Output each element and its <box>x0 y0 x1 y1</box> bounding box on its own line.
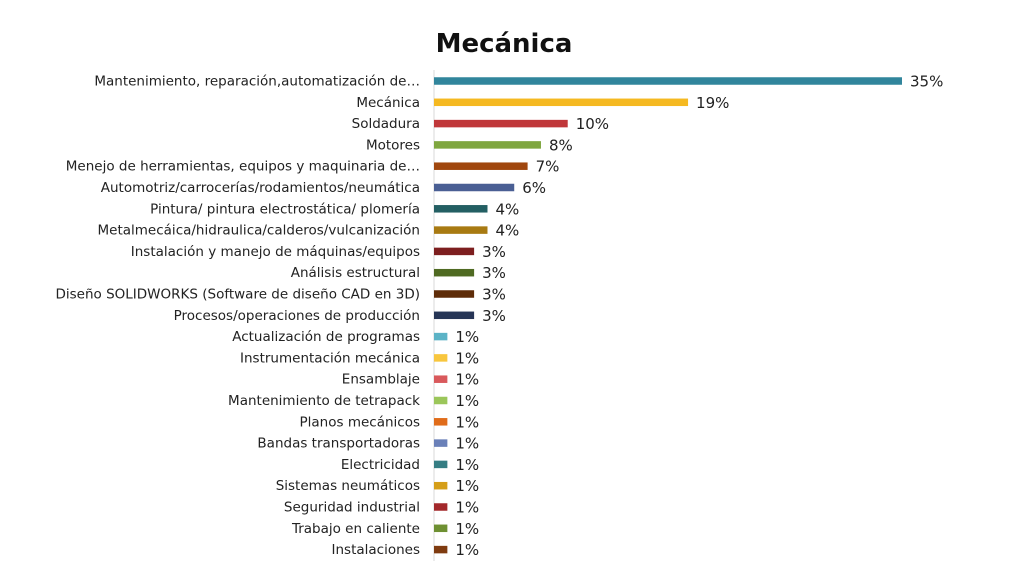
data-label: 1% <box>455 477 480 496</box>
data-label: 1% <box>455 498 480 517</box>
data-label: 1% <box>455 349 480 368</box>
bar <box>434 184 514 192</box>
category-label: Bandas transportadoras <box>257 435 420 452</box>
category-label: Sistemas neumáticos <box>275 478 420 495</box>
data-label: 3% <box>482 285 506 304</box>
data-label: 1% <box>455 370 480 389</box>
data-label: 4% <box>495 221 520 240</box>
data-label: 19% <box>696 93 730 112</box>
bar <box>434 375 447 383</box>
bar <box>434 461 447 469</box>
category-label: Automotriz/carrocerías/rodamientos/neumática <box>100 180 420 196</box>
bar <box>434 397 447 405</box>
bar <box>434 99 688 107</box>
bar <box>434 205 487 213</box>
bar <box>434 418 447 426</box>
bar <box>434 439 447 447</box>
category-label: Pintura/ pintura electrostática/ plomería <box>150 201 420 218</box>
data-label: 1% <box>455 541 480 560</box>
category-label: Instalación y manejo de máquinas/equipos <box>130 243 420 260</box>
category-label: Menejo de herramientas, equipos y maquinaria de… <box>65 158 420 175</box>
category-label: Planos mecánicos <box>299 414 420 431</box>
data-label: 10% <box>575 115 610 134</box>
category-label: Motores <box>365 137 420 154</box>
bar <box>434 354 447 362</box>
data-label: 3% <box>482 242 506 261</box>
category-label: Metalmecáica/hidraulica/calderos/vulcanización <box>97 222 420 239</box>
data-label: 7% <box>535 157 560 176</box>
data-label: 1% <box>455 519 480 538</box>
data-label: 1% <box>455 455 480 474</box>
category-label: Mantenimiento de tetrapack <box>228 393 420 409</box>
bar <box>434 162 528 170</box>
bar <box>434 248 474 256</box>
category-label: Procesos/operaciones de producción <box>173 307 420 324</box>
bar <box>434 226 487 234</box>
category-label: Ensamblaje <box>341 371 420 388</box>
data-label: 8% <box>548 136 573 155</box>
category-label: Seguridad industrial <box>283 499 420 516</box>
data-label: 1% <box>455 328 480 347</box>
bar <box>434 120 568 128</box>
category-label: Análisis estructural <box>290 265 420 282</box>
bar <box>434 269 474 277</box>
category-label: Soldadura <box>351 116 420 133</box>
category-label: Instalaciones <box>331 542 420 559</box>
data-label: 4% <box>495 200 520 219</box>
bar <box>434 333 447 341</box>
category-label: Mantenimiento, reparación,automatización de… <box>94 73 420 90</box>
category-labels-group <box>55 74 420 559</box>
data-label: 6% <box>522 179 547 197</box>
category-label: Electricidad <box>340 456 420 473</box>
data-label: 1% <box>455 434 480 453</box>
bar <box>434 77 902 85</box>
category-label: Trabajo en caliente <box>291 520 420 537</box>
bar <box>434 546 447 554</box>
bar <box>434 525 447 533</box>
data-label: 3% <box>482 264 506 283</box>
category-label: Actualización de programas <box>232 329 420 346</box>
data-label: 35% <box>910 72 944 91</box>
bar <box>434 482 447 490</box>
category-label: Mecánica <box>356 94 420 111</box>
category-label: Diseño SOLIDWORKS (Software de diseño CAD en 3D) <box>55 286 420 303</box>
bar <box>434 141 541 149</box>
data-label: 1% <box>455 392 480 410</box>
bar <box>434 503 447 511</box>
category-label: Instrumentación mecánica <box>240 350 420 367</box>
data-label: 3% <box>482 306 506 325</box>
bar <box>434 290 474 298</box>
chart-title: Mecánica <box>435 29 573 59</box>
data-label: 1% <box>455 413 480 432</box>
bar <box>434 312 474 320</box>
